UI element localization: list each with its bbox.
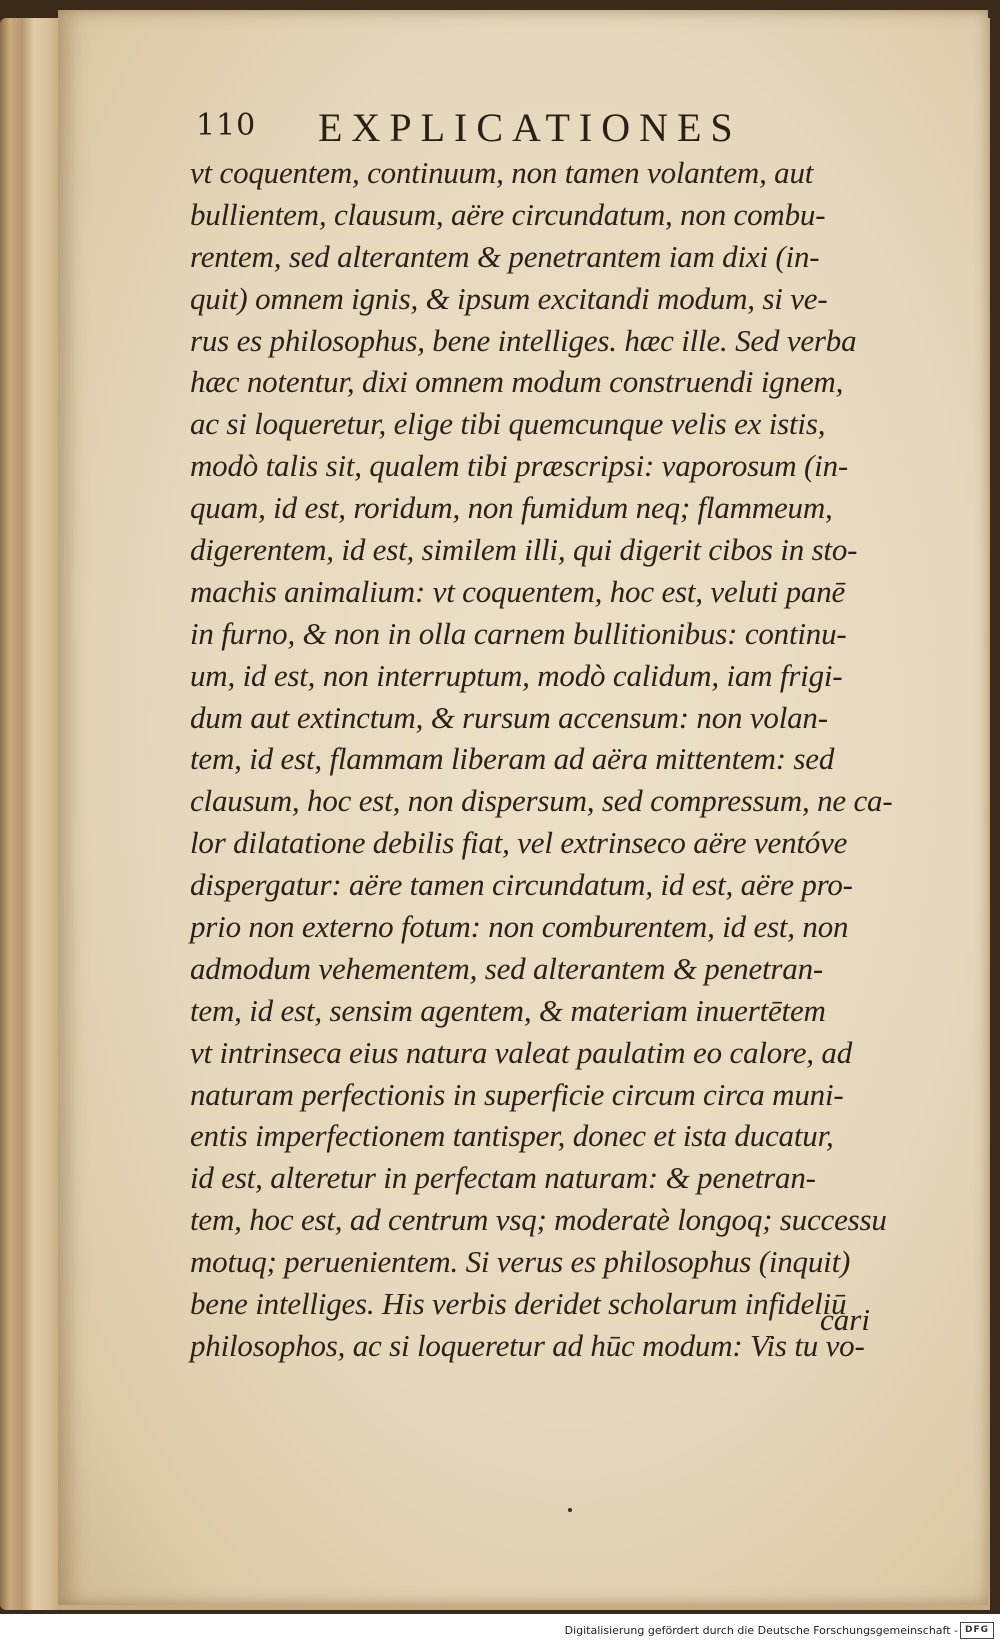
text-line: rentem, sed alterantem & penetrantem iam dixi (in- xyxy=(190,238,820,274)
text-line: dum aut extinctum, & rursum accensum: non volan- xyxy=(190,699,828,735)
text-line: vt intrinseca eius natura valeat paulatim eo calore, ad xyxy=(190,1034,852,1070)
text-line: clausum, hoc est, non dispersum, sed compressum, ne ca- xyxy=(190,783,893,819)
text-line: admodum vehementem, sed alterantem & penetran- xyxy=(190,950,824,986)
text-line: motuq; peruenientem. Si verus es philosophus (inquit) xyxy=(190,1244,851,1280)
text-line: in furno, & non in olla carnem bullitionibus: continu- xyxy=(190,615,847,651)
text-line: quam, id est, roridum, non fumidum neq; flammeum, xyxy=(190,490,833,526)
text-line: lor dilatatione debilis fiat, vel extrinseco aëre ventóve xyxy=(190,825,848,861)
text-line: bullientem, clausum, aëre circundatum, non combu- xyxy=(190,196,826,232)
text-line: ac si loqueretur, elige tibi quemcunque velis ex istis, xyxy=(190,406,826,442)
text-line: id est, alteretur in perfectam naturam: & penetran- xyxy=(190,1160,816,1196)
dfg-logo-icon: DFG xyxy=(960,1622,994,1639)
text-line: tem, id est, sensim agentem, & materiam inuertētem xyxy=(190,992,826,1028)
text-line: um, id est, non interruptum, modò calidum, iam frigi- xyxy=(190,657,843,693)
text-line: bene intelliges. His verbis deridet scholarum infideliū xyxy=(190,1286,847,1322)
text-line: rus es philosophus, bene intelliges. hæc ille. Sed verba xyxy=(190,322,857,358)
text-line: modò talis sit, qualem tibi præscripsi: vaporosum (in- xyxy=(190,448,849,484)
text-line: entis imperfectionem tantisper, donec et ista ducatur, xyxy=(190,1118,834,1154)
funding-credit: Digitalisierung gefördert durch die Deutsche Forschungsgemeinschaft - xyxy=(564,1624,958,1637)
text-line: philosophos, ac si loqueretur ad hūc modum: Vis tu vo- xyxy=(190,1327,865,1363)
text-line: dispergatur: aëre tamen circundatum, id est, aëre pro- xyxy=(190,867,853,903)
text-line: hæc notentur, dixi omnem modum construendi ignem, xyxy=(190,364,844,400)
body-text xyxy=(190,152,910,1367)
text-line: tem, hoc est, ad centrum vsq; moderatè longoq; successu xyxy=(190,1202,887,1238)
ink-speck xyxy=(568,1508,572,1512)
text-line: tem, id est, flammam liberam ad aëra mittentem: sed xyxy=(190,741,835,777)
text-line: digerentem, id est, similem illi, qui digerit cibos in sto- xyxy=(190,532,858,568)
text-line: naturam perfectionis in superficie circum circa muni- xyxy=(190,1076,844,1112)
footer-bar xyxy=(0,1614,1000,1647)
page-number: 110 xyxy=(196,108,257,143)
running-head: EXPLICATIONES xyxy=(318,105,742,150)
catchword: cari xyxy=(820,1302,870,1337)
text-line: prio non externo fotum: non comburentem, id est, non xyxy=(190,909,849,945)
text-line: machis animalium: vt coquentem, hoc est, veluti panē xyxy=(190,573,846,609)
text-line: vt coquentem, continuum, non tamen volantem, aut xyxy=(190,155,814,190)
text-line: quit) omnem ignis, & ipsum excitandi modum, si ve- xyxy=(190,280,828,316)
